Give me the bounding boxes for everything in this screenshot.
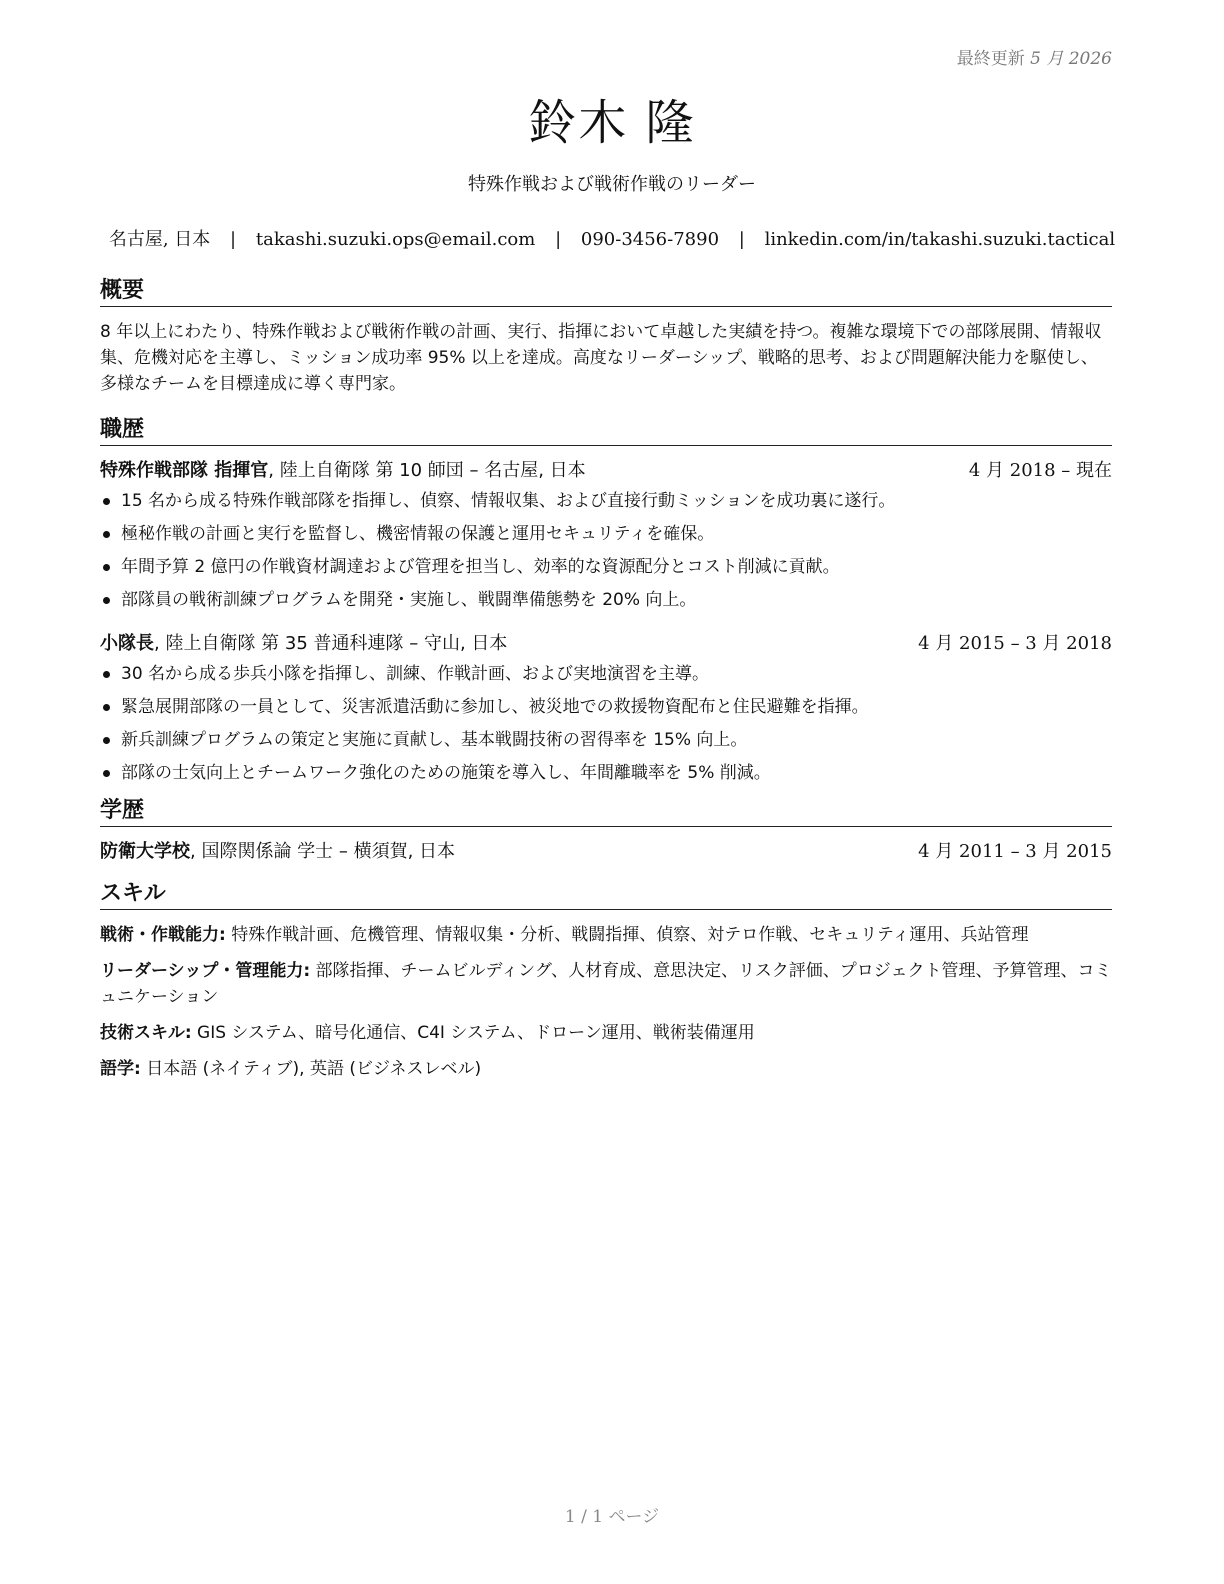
- skill-line: [100, 922, 1112, 948]
- contact-separator: |: [738, 229, 745, 250]
- contact-separator: |: [230, 229, 237, 250]
- candidate-name: 鈴木 隆: [528, 95, 696, 151]
- contact-location: 名古屋, 日本: [108, 229, 211, 250]
- section-title-skills: スキル: [100, 879, 1112, 910]
- contact-email-link[interactable]: takashi.suzuki.ops@email.com: [255, 229, 536, 250]
- education-date: 4 月 2011 – 3 月 2015: [918, 841, 1112, 862]
- job-bullets: [100, 488, 1112, 613]
- skill-label: 語学:: [100, 1059, 141, 1079]
- job-role: 特殊作戦部隊 指揮官: [100, 460, 269, 481]
- education-detail: , 国際関係論 学士 – 横須賀, 日本: [190, 841, 456, 862]
- experience-section: [100, 415, 1112, 786]
- skill-label: 技術スキル:: [100, 1023, 192, 1043]
- job-date: 4 月 2015 – 3 月 2018: [918, 633, 1112, 654]
- summary-section: [100, 276, 1112, 397]
- last-updated-label: 最終更新: [956, 49, 1025, 69]
- job-bullet: 30 名から成る歩兵小隊を指揮し、訓練、作戦計画、および実地演習を主導。: [100, 661, 1112, 687]
- job-header: [100, 458, 1112, 484]
- skill-line: [100, 958, 1112, 1010]
- education-section: [100, 796, 1112, 865]
- candidate-title: 特殊作戦および戦術作戦のリーダー: [468, 174, 756, 195]
- contact-phone: 090-3456-7890: [580, 229, 720, 250]
- job-bullet: 部隊員の戦術訓練プログラムを開発・実施し、戦闘準備態勢を 20% 向上。: [100, 587, 1112, 613]
- page-number: 1 / 1 ページ: [564, 1507, 660, 1527]
- skill-line: [100, 1056, 1112, 1082]
- job-bullet: 緊急展開部隊の一員として、災害派遣活動に参加し、被災地での救援物資配布と住民避難を指揮。: [100, 694, 1112, 720]
- job-heading: [100, 631, 507, 657]
- job-org: , 陸上自衛隊 第 10 師団 – 名古屋, 日本: [268, 460, 586, 481]
- summary-text: 8 年以上にわたり、特殊作戦および戦術作戦の計画、実行、指揮において卓越した実績を持つ。複雑な環境下での部隊展開、情報収集、危機対応を主導し、ミッション成功率 95% 以上を達成。高度なリーダーシップ、戦略的思考、および問題解決能力を駆使し、多様なチームを目標達成に導く専門家。: [100, 322, 1102, 394]
- contact-separator: |: [555, 229, 562, 250]
- contact-line: [0, 225, 1224, 251]
- job-bullet: 年間予算 2 億円の作戦資材調達および管理を担当し、効率的な資源配分とコスト削減に貢献。: [100, 554, 1112, 580]
- contact-linkedin-link[interactable]: linkedin.com/in/takashi.suzuki.tactical: [764, 229, 1116, 250]
- job-heading: [100, 458, 586, 484]
- job-date: 4 月 2018 – 現在: [968, 460, 1112, 481]
- job-bullet: 15 名から成る特殊作戦部隊を指揮し、偵察、情報収集、および直接行動ミッションを成功裏に遂行。: [100, 488, 1112, 514]
- education-school: 防衛大学校: [100, 841, 190, 862]
- job-bullet: 新兵訓練プログラムの策定と実施に貢献し、基本戦闘技術の習得率を 15% 向上。: [100, 727, 1112, 753]
- skills-section: [100, 879, 1112, 1082]
- skill-line: [100, 1020, 1112, 1046]
- job-bullet: 極秘作戦の計画と実行を監督し、機密情報の保護と運用セキュリティを確保。: [100, 521, 1112, 547]
- job-org: , 陸上自衛隊 第 35 普通科連隊 – 守山, 日本: [154, 633, 508, 654]
- job-entry: [100, 458, 1112, 613]
- job-bullets: [100, 661, 1112, 786]
- education-entry: [100, 839, 1112, 865]
- last-updated-date: 5 月 2026: [1030, 49, 1112, 69]
- job-header: [100, 631, 1112, 657]
- last-updated: [957, 44, 1112, 69]
- skill-text: 部隊指揮、チームビルディング、人材育成、意思決定、リスク評価、プロジェクト管理、予算管理、コミュニケーション: [100, 961, 1112, 1007]
- skill-text: 日本語 (ネイティブ), 英語 (ビジネスレベル): [140, 1059, 482, 1079]
- skill-text: GIS システム、暗号化通信、C4I システム、ドローン運用、戦術装備運用: [191, 1023, 755, 1043]
- skill-label: リーダーシップ・管理能力:: [100, 961, 311, 981]
- section-title-education: 学歴: [100, 796, 1112, 827]
- job-entry: [100, 631, 1112, 786]
- section-title-summary: 概要: [100, 276, 1112, 307]
- education-heading: [100, 839, 455, 865]
- section-title-experience: 職歴: [100, 415, 1112, 446]
- skill-label: 戦術・作戦能力:: [100, 925, 226, 945]
- job-role: 小隊長: [100, 633, 154, 654]
- job-bullet: 部隊の士気向上とチームワーク強化のための施策を導入し、年間離職率を 5% 削減。: [100, 760, 1112, 786]
- resume-content: [100, 276, 1112, 1092]
- skill-text: 特殊作戦計画、危機管理、情報収集・分析、戦闘指揮、偵察、対テロ作戦、セキュリティ運用、兵站管理: [225, 925, 1029, 945]
